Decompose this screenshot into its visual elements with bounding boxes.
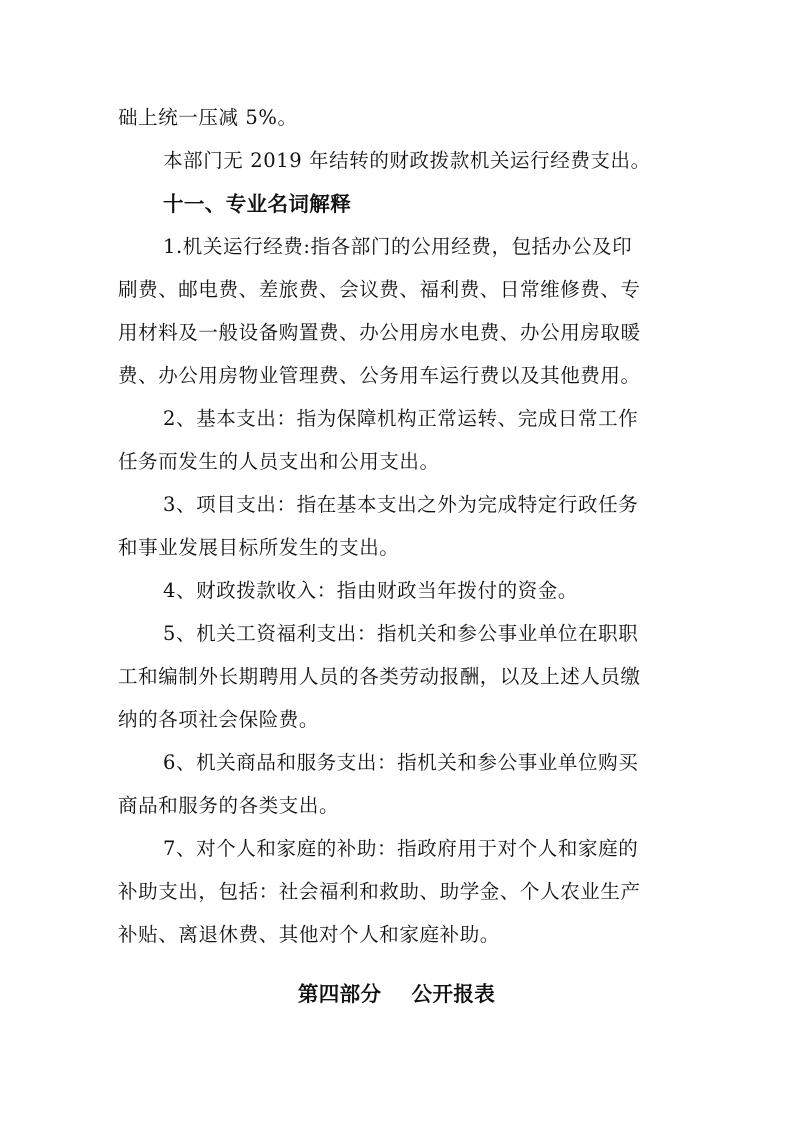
glossary-item-2-line-1: 2、基本支出：指为保障机构正常运转、完成日常工作 — [163, 407, 639, 430]
glossary-item-5-line-2: 工和编制外长期聘用人员的各类劳动报酬，以及上述人员缴 — [118, 665, 641, 688]
glossary-item-2-line-2: 任务而发生的人员支出和公用支出。 — [118, 450, 440, 473]
section-heading-glossary: 十一、专业名词解释 — [163, 192, 352, 216]
glossary-item-6-line-2: 商品和服务的各类支出。 — [118, 794, 340, 817]
text-line-carryover-statement: 本部门无 2019 年结转的财政拨款机关运行经费支出。 — [163, 149, 651, 172]
glossary-item-1-line-3: 用材料及一般设备购置费、办公用房水电费、办公用房取暖 — [118, 321, 641, 344]
glossary-item-1-line-2: 刷费、邮电费、差旅费、会议费、福利费、日常维修费、专 — [118, 278, 641, 301]
glossary-item-7-line-2: 补助支出，包括：社会福利和救助、助学金、个人农业生产 — [118, 880, 641, 903]
glossary-item-5-line-1: 5、机关工资福利支出：指机关和参公事业单位在职职 — [163, 622, 639, 645]
glossary-item-7-line-3: 补贴、离退休费、其他对个人和家庭补助。 — [118, 923, 500, 946]
glossary-item-3-line-2: 和事业发展目标所发生的支出。 — [118, 536, 400, 559]
text-line-continuation: 础上统一压减 5%。 — [118, 106, 298, 129]
glossary-item-1-line-1: 1.机关运行经费:指各部门的公用经费，包括办公及印 — [163, 235, 633, 258]
glossary-item-5-line-3: 纳的各项社会保险费。 — [118, 708, 320, 731]
glossary-item-1-line-4: 费、办公用房物业管理费、公务用车运行费以及其他费用。 — [118, 364, 641, 387]
glossary-item-4: 4、财政拨款收入：指由财政当年拨付的资金。 — [163, 579, 579, 602]
part-four-title: 第四部分 公开报表 — [297, 982, 496, 1006]
glossary-item-6-line-1: 6、机关商品和服务支出：指机关和参公事业单位购买 — [163, 751, 639, 774]
glossary-item-7-line-1: 7、对个人和家庭的补助：指政府用于对个人和家庭的 — [163, 837, 639, 860]
glossary-item-3-line-1: 3、项目支出：指在基本支出之外为完成特定行政任务 — [163, 493, 639, 516]
